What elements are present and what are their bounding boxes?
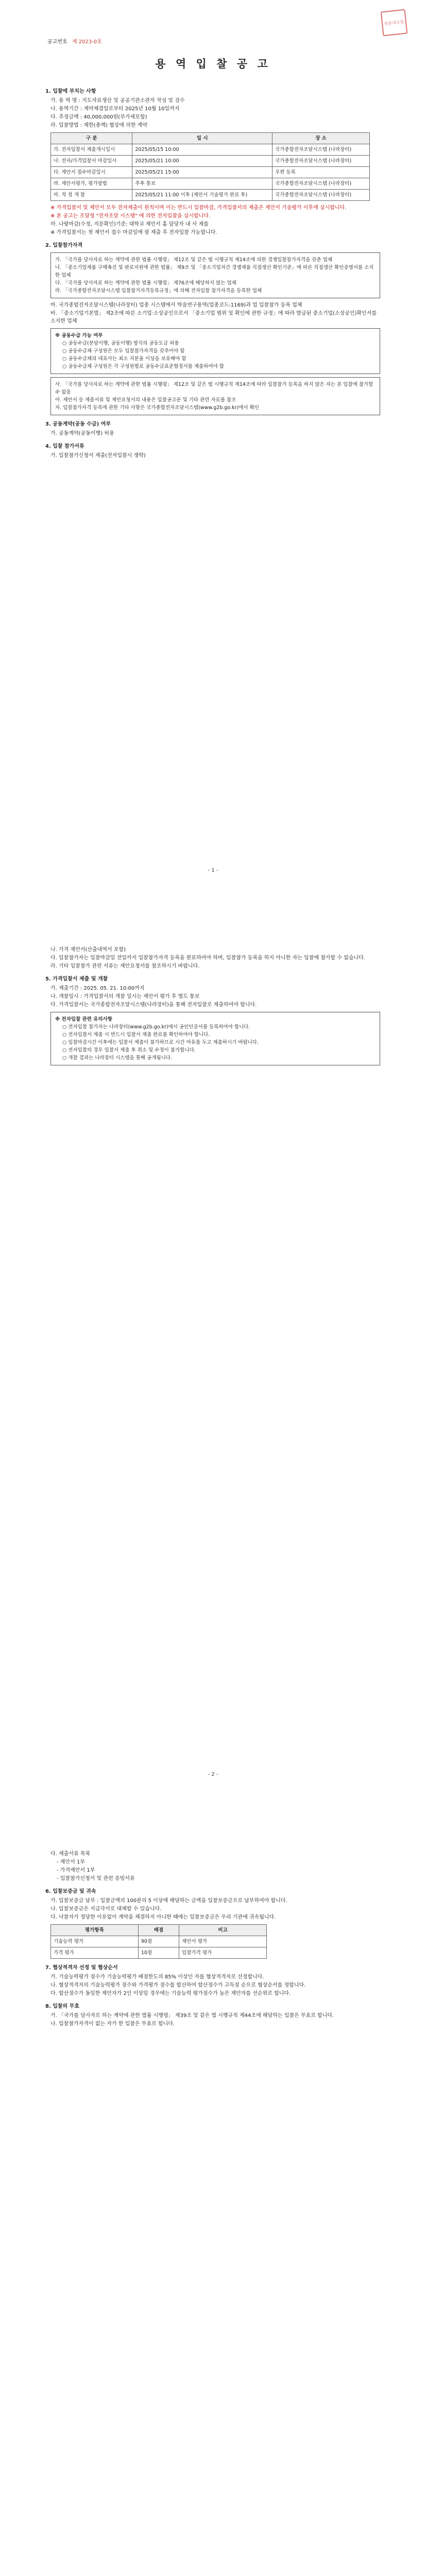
table-row xyxy=(51,167,370,178)
section-heading: 1. 입찰에 부치는 사항 xyxy=(45,89,96,94)
list-item: 자. 입찰참가자격 등록에 관한 기타 사항은 국가종합전자조달시스템(www.g2b.go.kr)에서 확인 xyxy=(55,405,259,411)
list-item: 라. 「국가종합전자조달시스템 입찰참가자격등록규정」에 의해 전자입찰 참가자격을 등록한 업체 xyxy=(55,288,262,294)
table-cell: 가. 전자입찰서 제출개시일시 xyxy=(51,144,132,156)
table-cell: 제안서 평가 xyxy=(179,1936,267,1947)
box-line: ○ 전자입찰 참가자는 나라장터(www.g2b.go.kr)에서 공인인증서를 등록하여야 합니다. xyxy=(62,1024,250,1030)
list-item: 다. 「국가를 당사자로 하는 계약에 관한 법률 시행령」 제76조에 해당하지 않는 업체 xyxy=(55,280,236,286)
seal-text: 원본대조필 xyxy=(384,19,404,26)
box-line: ○ 전자입찰서 제출 시 반드시 입찰서 제출 완료를 확인하여야 합니다. xyxy=(62,1032,210,1038)
page-1 xyxy=(0,0,426,904)
evaluation-table xyxy=(50,1924,267,1959)
joint-contract-box xyxy=(50,328,380,374)
table-cell: 국가종합전자조달시스템 (나라장터) xyxy=(272,144,370,156)
list-item: 아. 제안서 등 제출서류 및 제안요청서의 내용은 입찰공고문 및 기타 관련 자료를 참조 xyxy=(55,397,236,403)
table-header: 평가항목 xyxy=(51,1925,139,1936)
list-item: 다. 가격입찰서는 국가종합전자조달시스템(나라장터)을 통해 전자입찰로 제출하여야 합니다. xyxy=(50,1002,257,1008)
table-header: 배점 xyxy=(138,1925,179,1936)
list-item: 나. 입찰보증금은 지급각서로 대체할 수 있습니다. xyxy=(50,1906,162,1912)
table-header: 장 소 xyxy=(272,133,370,144)
table-header: 구 분 xyxy=(51,133,132,144)
table-row xyxy=(51,178,370,190)
page-2-content xyxy=(45,945,380,1069)
list-item: 다. 추정금액 : 40,000,000원(부가세포함) xyxy=(50,114,147,120)
page-3 xyxy=(0,1808,426,2576)
section-heading: 8. 입찰의 무효 xyxy=(45,2004,80,2009)
table-cell: 우편 등록 xyxy=(272,167,370,178)
list-item: 나. 가격 제안서(산출내역서 포함) xyxy=(50,947,126,953)
notice-label: 공고번호 xyxy=(47,39,67,45)
table-row xyxy=(51,1947,267,1959)
list-item: 다. 제출서류 목록 xyxy=(50,1851,91,1857)
schedule-table xyxy=(50,132,370,201)
section-heading: 4. 입찰 참가서류 xyxy=(45,444,84,449)
table-row xyxy=(51,190,370,201)
table-cell: 2025/05/21 11:00 이후 (제안서 기술평가 완료 후) xyxy=(132,190,272,201)
list-item: 다. 낙찰자가 정당한 이유없이 계약을 체결하지 아니한 때에는 입찰보증금은 우리 기관에 귀속됩니다. xyxy=(50,1914,276,1920)
table-cell: 가격 평가 xyxy=(51,1947,139,1959)
eligibility-box-2 xyxy=(50,377,380,415)
note-line: 마. 나랑마감(수정, 지문확인)기준: 대학교 제안서 홈 담당자 내 사 제를 xyxy=(50,222,209,227)
schedule-note: ※ 가격입찰서 및 제안서 모두 전자제출이 원칙이며 이는 반드시 입찰마감, 가격입찰서의 제출은 제안서 기술평가 이후에 실시합니다. xyxy=(50,205,347,211)
eligibility-box xyxy=(50,252,380,298)
section-heading: 6. 입찰보증금 및 귀속 xyxy=(45,1889,96,1894)
list-item: 바. 「중소기업기본법」 제2조에 따른 소기업·소상공인으로서 「중소기업 범위 및 확인에 관한 규정」에 따라 발급된 중소기업(소상공인)확인서를 소지한 업체 xyxy=(50,311,377,324)
table-cell: 기술능력 평가 xyxy=(51,1936,139,1947)
list-item: - 제안서 1부 xyxy=(57,1859,85,1865)
list-item: 라. 입찰방법 : 제한(총액) 협상에 의한 계약 xyxy=(50,123,147,128)
page-title: 용 역 입 찰 공 고 xyxy=(155,58,271,70)
table-header-row xyxy=(51,1925,267,1936)
list-item: 나. 개찰일시 : 가격입찰서의 개찰 일시는 제안서 평가 후 별도 통보 xyxy=(50,994,200,999)
official-seal-icon xyxy=(381,9,408,37)
list-item: 가. 용 역 명 : 지도자료생산 및 공공기관소관자 작성 및 검수 xyxy=(50,98,185,104)
box-title: ※ 공동수급 가능 여부 xyxy=(55,333,103,338)
list-item: - 가격제안서 1부 xyxy=(57,1868,95,1873)
list-item: 라. 기타 입찰참가 관련 서류는 제안요청서를 참조하시기 바랍니다. xyxy=(50,963,200,969)
box-line: ○ 개찰 결과는 나라장터 시스템을 통해 공개됩니다. xyxy=(62,1055,172,1061)
box-line: ○ 공동수급(분담이행, 공동이행) 방식의 공동도급 허용 xyxy=(62,341,179,346)
table-header: 비고 xyxy=(179,1925,267,1936)
notice-number xyxy=(47,37,102,45)
table-header: 일 시 xyxy=(132,133,272,144)
list-item: 나. 입찰참가자격이 없는 자가 한 입찰은 무효로 합니다. xyxy=(50,2021,175,2027)
page-number: - 1 - xyxy=(208,868,218,873)
list-item: 가. 입찰참가신청서 제출(전자입찰시 생략) xyxy=(50,453,146,459)
list-item: 마. 국가종합전자조달시스템(나라장터) 업종 시스템에서 학술연구용역(업종코드:1169)과 업 입찰참가 등록 업체 xyxy=(50,302,302,308)
section-heading: 3. 공동계약(공동 수급) 여부 xyxy=(45,421,111,427)
box-line: ○ 전자입찰의 경우 입찰서 제출 후 취소 및 수정이 불가합니다. xyxy=(62,1047,196,1053)
table-cell: 2025/05/15 10:00 xyxy=(132,144,272,156)
table-cell: 라. 제안서평가, 평가방법 xyxy=(51,178,132,190)
list-item: 가. 입찰보증금 납부 : 입찰금액의 100분의 5 이상에 해당하는 금액을 입찰보증금으로 납부하여야 합니다. xyxy=(50,1898,287,1904)
table-cell: 90점 xyxy=(138,1936,179,1947)
table-row xyxy=(51,156,370,167)
table-row xyxy=(51,144,370,156)
table-cell: 국가종합전자조달시스템 (나라장터) xyxy=(272,178,370,190)
box-line: ○ 공동수급체의 대표사는 최소 지분율 이상을 보유해야 함 xyxy=(62,356,186,362)
box-line: ○ 입찰마감시간 이후에는 입찰서 제출이 불가하므로 시간 여유를 두고 제출하시기 바랍니다. xyxy=(62,1040,259,1045)
section-heading: 5. 가격입찰서 제출 및 개찰 xyxy=(45,976,108,982)
list-item: 가. 「국가를 당사자로 하는 계약에 관한 법률 시행령」 제39조 및 같은 법 시행규칙 제44조에 해당하는 입찰은 무효로 합니다. xyxy=(50,2013,334,2019)
list-item: 나. 용역기간 : 계약체결일로부터 2025년 10월 10일까지 xyxy=(50,106,180,112)
table-cell: 국가종합전자조달시스템 (나라장터) xyxy=(272,190,370,201)
page-3-content xyxy=(45,1850,380,2028)
table-header-row xyxy=(51,133,370,144)
table-cell: 추후 통보 xyxy=(132,178,272,190)
table-row xyxy=(51,1936,267,1947)
note-line: ※ 가격입찰서는 첫 제안서 접수 마감일에 필 제출 후 전자입찰 가능합니다. xyxy=(50,230,217,235)
notice-number-value: 제 2023-0호 xyxy=(72,39,102,45)
list-item: - 입찰참가신청서 및 관련 증빙서류 xyxy=(57,1876,135,1882)
schedule-note: ※ 본 공고는 조달청 "전자조달 시스템" 에 의한 전자입찰을 실시합니다. xyxy=(50,213,211,219)
page-2 xyxy=(0,904,426,1808)
table-cell: 나. 전자/가격입찰서 마감일시 xyxy=(51,156,132,167)
table-cell: 2025/05/21 15:00 xyxy=(132,167,272,178)
list-item: 가. 제출기간 : 2025. 05. 21. 10:00까지 xyxy=(50,986,145,991)
box-title: ※ 전자입찰 관련 유의사항 xyxy=(55,1016,112,1022)
section-heading: 7. 협상적격자 선정 및 협상순서 xyxy=(45,1965,118,1971)
box-line: ○ 공동수급체 구성원은 각 구성원별로 공동수급표준협정서를 제출하여야 함 xyxy=(62,364,224,369)
list-item: 다. 입찰참가자는 입찰마감일 전일까지 입찰참가자격 등록을 완료하여야 하며, 입찰참가 등록을 하지 아니한 자는 입찰에 참가할 수 없습니다. xyxy=(50,955,366,961)
section-heading: 2. 입찰참가자격 xyxy=(45,243,83,248)
table-cell: 입찰가격 평가 xyxy=(179,1947,267,1959)
box-line: ○ 공동수급체 구성원은 모두 입찰참가자격을 갖추어야 함 xyxy=(62,348,185,354)
table-cell: 마. 적 정 개 찰 xyxy=(51,190,132,201)
table-cell: 국가종합전자조달시스템 (나라장터) xyxy=(272,156,370,167)
section-1 xyxy=(45,82,380,460)
e-bidding-notes-box xyxy=(50,1012,380,1065)
list-item: 다. 합산점수가 동일한 제안자가 2인 이상일 경우에는 기술능력 평가점수가 높은 제안자를 선순위로 합니다. xyxy=(50,1991,291,1996)
page-number: - 2 - xyxy=(208,1772,218,1777)
list-item: 가. 공동계약(공동이행) 허용 xyxy=(50,431,114,436)
list-item: 가. 「국가를 당사자로 하는 계약에 관한 법률 시행령」 제12조 및 같은 법 시행규칙 제14조에 의한 경쟁입찰참가자격을 갖춘 업체 xyxy=(55,257,333,263)
list-item: 나. 「중소기업제품 구매촉진 및 판로지원에 관한 법률」 제9조 및 「중소기업자간 경쟁제품 직접생산 확인기준」에 따른 직접생산 확인증명서를 소지한 업체 xyxy=(55,265,374,278)
table-cell: 2025/05/21 10:00 xyxy=(132,156,272,167)
list-item: 나. 협상적격자의 기술능력평가 점수와 가격평가 점수를 합산하여 합산점수가 고득점 순으로 협상순서를 정합니다. xyxy=(50,1982,306,1988)
table-cell: 다. 제안서 접수마감일시 xyxy=(51,167,132,178)
list-item: 사. 「국가를 당사자로 하는 계약에 관한 법률 시행령」 제12조 및 같은 법 시행규칙 제14조에 따라 입찰참가 등록을 하지 않은 자는 본 입찰에 참가할 수 없음 xyxy=(55,382,373,395)
list-item: 가. 기술능력평가 점수가 기술능력평가 배점한도의 85% 이상인 자를 협상적격자로 선정합니다. xyxy=(50,1974,264,1980)
table-cell: 10점 xyxy=(138,1947,179,1959)
